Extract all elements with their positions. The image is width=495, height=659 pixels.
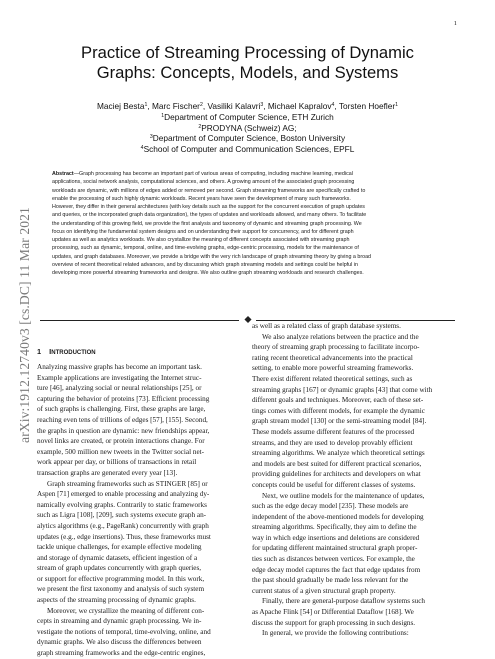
body-text-line: such as Ligra [108], [209], such systems execute graph an-: [37, 511, 207, 520]
author-affiliation-mark: 1: [395, 102, 399, 108]
body-text-line: graph stream model [130] or the semi-streaming model [84].: [252, 417, 427, 426]
body-text-line: There exist different related theoretical settings, such as: [252, 374, 413, 383]
affiliation-number: 2: [198, 123, 202, 130]
divider-line-right: [256, 320, 455, 321]
abstract-line: overview of recent theoretical related advances, and by discussing which graph streaming models and settings could be helpful in: [52, 261, 358, 268]
body-text-line: In general, we provide the following contributions:: [262, 629, 409, 638]
affiliation-text: School of Computer and Communication Sciences, EPFL: [143, 144, 355, 155]
body-text-line: novel links are created, or protein interactions change. For: [37, 437, 205, 446]
body-text-line: Analyzing massive graphs has become an important task.: [37, 363, 202, 371]
abstract-line: workloads are dynamic, with millions of edges added or removed per second. Graph streaming frameworks are specifically crafted to: [52, 187, 366, 194]
affiliation-text: PRODYNA (Schweiz) AG;: [201, 122, 297, 133]
body-text-line: and storage of dynamic datasets, efficient ingestion of a: [37, 553, 198, 562]
body-text-line: Graph streaming frameworks such as STINGER [85] or: [47, 479, 208, 488]
body-text-line: These models assume different features of the processed: [252, 427, 415, 436]
body-text-line: the graphs in question are dynamic: new friendships appear,: [37, 426, 210, 435]
author-block: [40, 101, 455, 155]
abstract-line: applications, social network analysis, computational sciences, and others. A growing amount of the associated graph processing: [52, 179, 355, 186]
body-text-line: the past should gradually be made less relevant for the: [252, 576, 409, 585]
body-text-line: streaming algorithms. Specifically, they aim to define the: [252, 523, 417, 532]
section-heading-introduction: [37, 347, 236, 358]
body-text-line: Example applications are investigating the Internet struc-: [37, 373, 202, 382]
body-text-line: example, 500 million new tweets in the Twitter social net-: [37, 447, 205, 456]
paper-title-line-2: Graphs: Concepts, Models, and Systems: [96, 62, 399, 82]
author-name: Marc Fischer: [152, 101, 200, 111]
author-list: Maciej Besta$^1$, Marc Fischer$^2$, Vasiliki Kalavri$^3$, Michael Kapralov$^4$, Torsten Hoefler$^1$: [96, 101, 399, 111]
abstract-line: processing, such as dynamic, temporal, online, and time-evolving graphs, edge-centric processing, models for the maintenance of: [52, 245, 359, 252]
left-column: [37, 347, 236, 659]
author-affiliation-mark: 1: [144, 102, 148, 108]
author-name: Torsten Hoefler: [338, 101, 396, 111]
section-heading-initial: I: [49, 347, 52, 356]
body-text-line: streaming graphs [167] or dynamic graphs [43] that come with: [252, 385, 433, 394]
body-text-line: such as the edge decay model [235]. These models are: [252, 502, 409, 511]
body-text-line: theory of streaming graph processing to facilitate incorpo-: [252, 343, 420, 352]
body-text-line: namically evolving graphs. Contrarily to static frameworks: [37, 500, 207, 509]
paper-title: [40, 43, 455, 82]
body-text-line: independent of the above-mentioned models for developing: [252, 512, 424, 521]
author-name: Vasiliki Kalavri: [207, 101, 261, 111]
body-text-line: Finally, there are general-purpose dataflow systems such: [262, 597, 425, 606]
body-text-line: stream of graph updates concurrently with graph queries,: [37, 564, 202, 573]
body-text-line: providing guidelines for architects and developers on what: [252, 470, 421, 479]
body-text-line: vestigate the notions of temporal, time-evolving, online, and: [37, 627, 211, 636]
abstract-line: However, they differ in their general architectures (with key details such as the support for the concurrent execution of graph updates: [52, 204, 365, 210]
section-heading-rest: NTRODUCTION: [51, 350, 96, 356]
diamond-icon: [244, 315, 251, 322]
body-text-line: Next, we outline models for the maintenance of updates,: [262, 491, 425, 500]
body-text-line: as well as a related class of graph database systems.: [252, 322, 401, 330]
body-text-line: dynamic graphs. We also discuss the differences between: [37, 638, 202, 647]
body-text-line: aspects of the streaming processing of dynamic graphs.: [37, 596, 196, 605]
abstract-line: updates as well as analytics workloads. We also crystallize the meaning of different concepts associated with streaming graph: [52, 237, 350, 243]
abstract: [52, 170, 442, 277]
page-number: 1: [453, 20, 457, 27]
author-affiliation-mark: 4: [331, 102, 335, 108]
affiliation: [40, 144, 455, 155]
body-text-line: for updating different maintained structural graph proper-: [252, 544, 418, 553]
abstract-line: focus on identifying the fundamental system designs and on understanding their support for concurrency, and for different graph: [52, 228, 354, 235]
body-text-line: way in which edge insertions and deletions are considered: [252, 533, 420, 542]
abstract-line: enable the processing of such highly dynamic workloads. Recent years have seen the development of many such frameworks.: [52, 195, 351, 202]
body-text-line: We also analyze relations between the practice and the: [262, 332, 419, 341]
divider-line-left: [40, 320, 239, 321]
abstract-line: [52, 170, 442, 178]
body-text-line: reaching even tens of trillions of edges [57], [155]. Second,: [37, 415, 208, 424]
abstract-text: —Graph processing has become an important part of various areas of computing, including machine learning, medical: [73, 171, 353, 177]
body-text-line: cepts in streaming and dynamic graph processing. We in-: [37, 617, 202, 626]
affiliation-number: 4: [140, 145, 144, 152]
affiliation-number: 3: [149, 134, 153, 141]
body-text-line: ties such as distances between vertices. For example, the: [252, 555, 415, 564]
affiliation-number: 1: [161, 112, 165, 119]
body-text-line: streams, and they are used to develop provably efficient: [252, 438, 413, 447]
arxiv-identifier: [15, 175, 35, 475]
body-text-line: discuss the support for graph processing in such designs.: [252, 618, 416, 627]
body-text-line: capturing the behavior of proteins [73]. Efficient processing: [37, 394, 210, 403]
body-text-line: work appear per day, or billions of transactions in retail: [37, 458, 197, 467]
author-affiliation-mark: 3: [260, 102, 264, 108]
body-text-line: ture [46], analyzing social or neural relationships [25], or: [37, 384, 202, 393]
body-text-line: rating recent theoretical advancements into the practical: [252, 353, 413, 362]
left-column-body: [37, 362, 236, 659]
section-number: 1: [37, 347, 42, 356]
right-column: [252, 321, 451, 639]
affiliation-text: Department of Computer Science, Boston University: [152, 133, 346, 144]
abstract-line: the understanding of this growing field, we provide the first analysis and taxonomy of dynamic and streaming graph processing. We: [52, 220, 362, 227]
body-text-line: and models are best suited for different practical scenarios,: [252, 459, 422, 468]
affiliation-text: Department of Computer Science, ETH Zurich: [164, 111, 334, 122]
author-name: Michael Kapralov: [267, 101, 332, 111]
arxiv-identifier-text: arXiv:1912.12740v3 [cs.DC] 11 Mar 2021: [17, 207, 32, 443]
body-text-line: graph streaming frameworks and the edge-centric engines,: [37, 649, 206, 658]
body-text-line: concepts could be useful for different classes of systems.: [252, 480, 416, 489]
body-text-line: Aspen [71] emerged to enable processing and analyzing dy-: [37, 490, 210, 499]
body-text-line: edge decay model captures the fact that edge updates from: [252, 565, 421, 574]
author-name: Maciej Besta: [96, 101, 145, 111]
affiliation: [40, 112, 455, 123]
body-text-line: Moreover, we crystallize the meaning of different con-: [47, 606, 205, 615]
body-text-line: tings comes with different models, for example the dynamic: [252, 406, 425, 415]
body-text-line: as Apache Flink [54] or Differential Dataflow [168]. We: [252, 608, 414, 617]
body-text-line: streaming algorithms. We analyze which theoretical settings: [252, 449, 425, 458]
body-text-line: updates (e.g., edge insertions). Thus, these frameworks must: [37, 532, 211, 541]
body-text-line: transaction graphs are generated every year [13].: [37, 468, 178, 477]
body-text-line: alytics algorithms (e.g., PageRank) concurrently with graph: [37, 521, 209, 530]
right-column-body: [252, 321, 451, 639]
abstract-line: developing more powerful streaming frameworks and designs. We also outline graph streaming workloads and research challenges.: [52, 270, 364, 276]
abstract-line: updates, and graph databases. Moreover, we provide a bridge with the very rich landscape of graph streaming theory by giving a broad: [52, 253, 372, 260]
body-text-line: or support for effective programming model. In this work,: [37, 574, 205, 583]
paper-title-line-1: Practice of Streaming Processing of Dynamic: [81, 43, 414, 62]
body-text-line: we present the first taxonomy and analysis of such system: [37, 585, 205, 594]
body-text-line: different goals and techniques. Moreover, each of these set-: [252, 396, 424, 405]
abstract-label: Abstract: [52, 171, 74, 177]
body-text-line: of such graphs is challenging. First, these graphs are large,: [37, 405, 206, 414]
abstract-line: and queries, or the incorporated graph data organization), the types of updates and workloads allowed, and many others. To facilitate: [52, 212, 367, 219]
affiliation: [40, 123, 455, 134]
body-text-line: tackle unique challenges, for example effective modeling: [37, 543, 202, 552]
body-text-line: current status of a given structural graph property.: [252, 586, 396, 595]
affiliation: [40, 133, 455, 144]
author-affiliation-mark: 2: [199, 102, 203, 108]
body-text-line: setting, to enable more powerful streaming frameworks.: [252, 364, 414, 373]
